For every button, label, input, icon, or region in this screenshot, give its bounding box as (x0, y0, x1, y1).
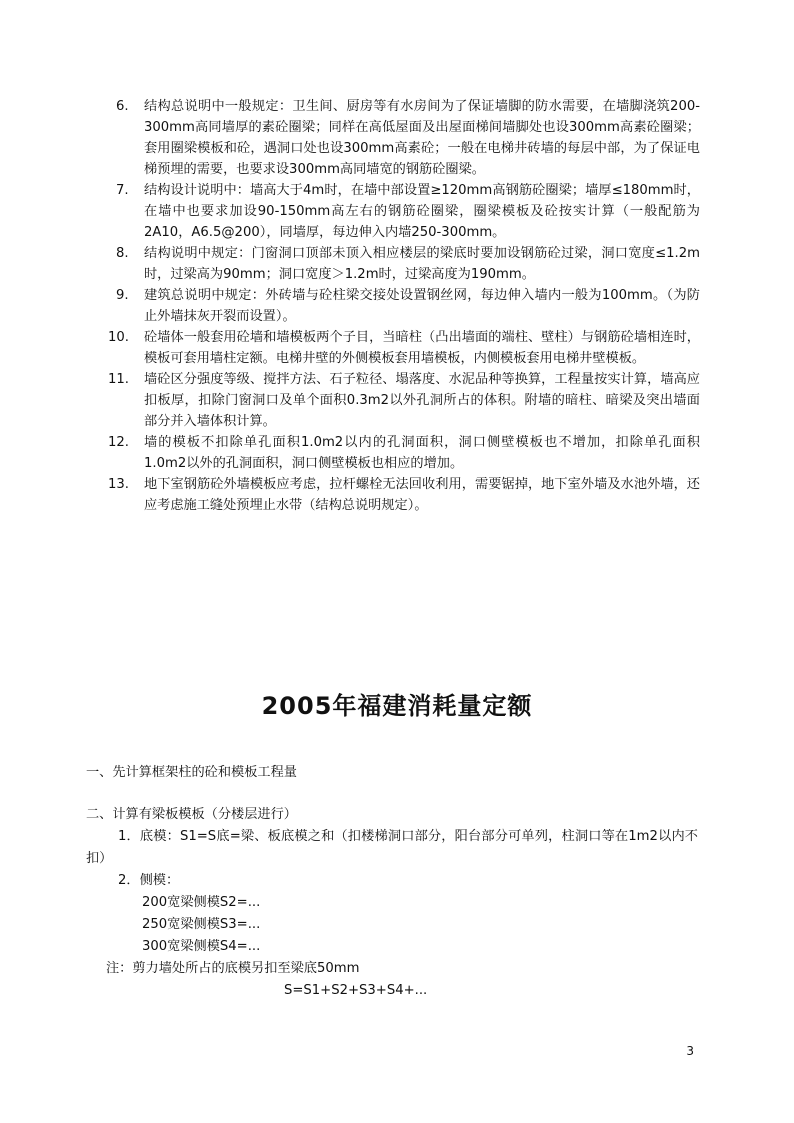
side-formwork-300: 300宽梁侧模S4=... (142, 939, 261, 954)
side-formwork-item: 2．侧模： (118, 873, 180, 888)
side-formwork-250: 250宽梁侧模S3=... (142, 917, 261, 932)
rule-item (108, 285, 700, 327)
rule-item (108, 180, 700, 243)
rule-text: 墙的模板不扣除单孔面积1.0m2以内的孔洞面积，洞口侧壁模板也不增加，扣除单孔面积1.0m2以外的孔洞面积，洞口侧壁模板也相应的增加。 (144, 435, 700, 471)
rule-text: 墙砼区分强度等级、搅拌方法、石子粒径、塌落度、水泥品种等换算，工程量按实计算，墙高应扣板厚，扣除门窗洞口及单个面积0.3m2以外孔洞所占的体积。附墙的暗柱、暗梁及突出墙面部分并入墙体积计算。 (144, 372, 700, 429)
rule-number: 11. (108, 372, 129, 387)
page-number: 3 (686, 1044, 694, 1058)
rule-number: 12. (108, 435, 129, 450)
rule-number: 10. (108, 330, 129, 345)
rules-list (108, 96, 700, 516)
rule-item (108, 327, 700, 369)
side-formwork-200: 200宽梁侧模S2=... (142, 895, 261, 910)
section-heading-1: 一、先计算框架柱的砼和模板工程量 (86, 765, 297, 780)
rule-number: 8. (116, 246, 129, 261)
rule-item (108, 474, 700, 516)
rule-number: 13. (108, 477, 129, 492)
rule-item (108, 243, 700, 285)
rule-item (108, 96, 700, 180)
rule-item (108, 432, 700, 474)
section-title: 2005年福建消耗量定额 (261, 692, 533, 720)
rule-text: 地下室钢筋砼外墙模板应考虑，拉杆螺栓无法回收利用，需要锯掉，地下室外墙及水池外墙，还应考虑施工缝处预埋止水带（结构总说明规定）。 (144, 477, 700, 513)
bottom-formwork-item: 1．底模：S1=S底=梁、板底模之和（扣楼梯洞口部分，阳台部分可单列，柱洞口等在1m2以内不扣） (86, 829, 698, 866)
rule-text: 砼墙体一般套用砼墙和墙模板两个子目，当暗柱（凸出墙面的端柱、壁柱）与钢筋砼墙相连时，模板可套用墙柱定额。电梯井壁的外侧模板套用墙模板，内侧模板套用电梯井壁模板。 (144, 330, 700, 366)
note-text: 注：剪力墙处所占的底模另扣至梁底50mm (106, 961, 360, 976)
rule-number: 6. (116, 99, 129, 114)
rule-number: 7. (116, 183, 129, 198)
rule-text: 建筑总说明中规定：外砖墙与砼柱梁交接处设置钢丝网，每边伸入墙内一般为100mm。（为防止外墙抹灰开裂而设置）。 (144, 288, 700, 324)
rule-text: 结构说明中规定：门窗洞口顶部未顶入相应楼层的梁底时要加设钢筋砼过梁，洞口宽度≤1.2m时，过梁高为90mm；洞口宽度＞1.2m时，过梁高度为190mm。 (144, 246, 700, 282)
total-formula: S=S1+S2+S3+S4+... (284, 983, 428, 998)
rule-text: 结构总说明中一般规定：卫生间、厨房等有水房间为了保证墙脚的防水需要，在墙脚浇筑200-300mm高同墙厚的素砼圈梁；同样在高低屋面及出屋面梯间墙脚处也设300mm高素砼圈梁；套用圈梁模板和砼，遇洞口处也设300mm高素砼；一般在电梯井砖墙的每层中部，为了保证电梯预埋的需要，也要求设300mm高同墙宽的钢筋砼圈梁。 (144, 99, 700, 177)
section-heading-2: 二、计算有梁板模板（分楼层进行） (86, 807, 297, 822)
rule-item (108, 369, 700, 432)
rule-text: 结构设计说明中：墙高大于4m时，在墙中部设置≥120mm高钢筋砼圈梁；墙厚≤180mm时，在墙中也要求加设90-150mm高左右的钢筋砼圈梁，圈梁模板及砼按实计算（一般配筋为2A10，A6.5@200），同墙厚，每边伸入内墙250-300mm。 (144, 183, 700, 240)
rule-number: 9. (116, 288, 129, 303)
